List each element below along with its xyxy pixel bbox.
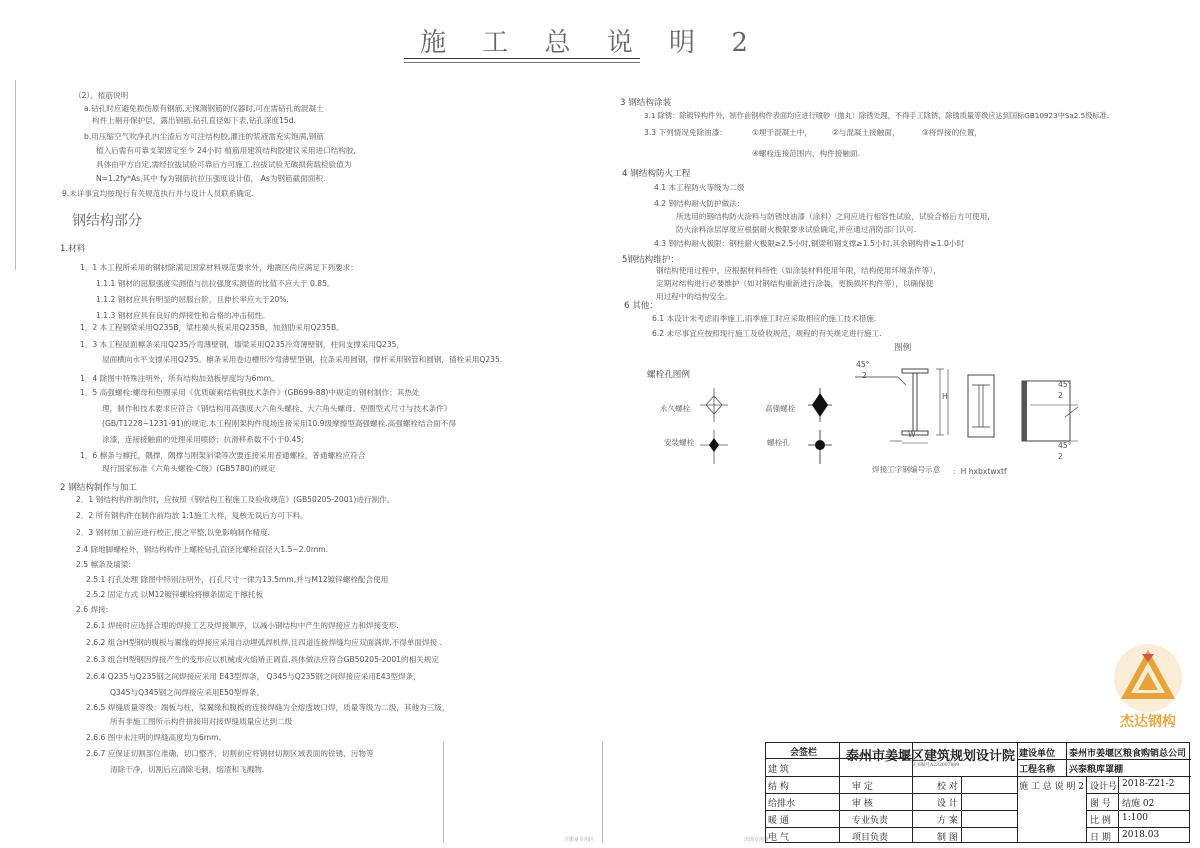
legend-title: 图例 [894,343,912,353]
note-line: （2）、植筋说明 [74,91,129,100]
angle-label: 45° [856,360,870,369]
note-line: 2.6.7 应保证切割部位准确，切口整齐，切割前应将钢材切割区域表面的铁锈、污物等 [86,749,374,758]
section-heading: 2 钢结构制作与加工 [60,483,137,493]
note-line: 2.6.1 焊接时应选择合理的焊接工艺及焊接顺序，以减小钢结构中产生的焊接应力和焊接变形. [86,621,399,630]
svg-text:杰达钢构: 杰达钢构 [1120,714,1176,730]
weld-size-label: 2 [1058,452,1063,461]
bolt-legend-title: 螺栓孔图例 [647,370,690,380]
countersign-title: 会签栏 [790,748,818,758]
note-line: 2.5 檩条及墙梁: [76,560,132,569]
dim-label-w: W [908,430,916,439]
note-line: 所有非施工图所示构件拼接用对接焊缝质量应达到二级 [110,717,293,726]
bolt-label: 永久螺栓 [660,404,691,413]
note-line: 2.4 除地脚螺栓外，钢结构构件上螺栓钻孔直径比螺栓直径大1.5~2.0mm. [76,545,329,554]
section-heading: 4 钢结构防火工程 [622,169,691,179]
note-line: 3.3 下列情况免除油漆： [644,128,727,137]
note-line: 所选用的钢结构防火涂料与防锈蚀油漆（涂料）之间应进行相容性试验，试验合格后方可使用, [676,212,990,221]
note-line: a.钻孔时应避免损伤原有钢筋,无探测钢筋的仪器时,可在需钻孔的混凝土 [84,104,324,113]
note-line: 3.1 除锈：除镀锌构件外，制作前钢构件表面均应进行喷砂（抛丸）除锈处理，不得手工除锈，除锈质量等级应达到国标GB10923中Sa2.5级标准. [644,111,1110,120]
role-label: 项目负责 [852,833,889,843]
weld-caption: 焊接工字钢编号示意 [872,465,941,474]
section-heading: 5钢结构维护： [622,255,680,265]
note-line: 2.5.2 固定方式 以M12镀锌螺栓将檩条固定于檩托板 [86,590,264,599]
note-line: 2．2 所有钢构件在制作前均放 1:1施工大样，复核无误后方可下料。 [76,511,308,520]
company-logo [1108,638,1188,734]
project-label: 工程名称 [1019,765,1056,775]
note-line: 防火涂料涂层厚度应根据耐火极限要求试验确定,并应通过消防部门认可. [676,225,917,234]
scale-value: 1:100 [1122,813,1148,823]
bolt-label: 高强螺栓 [765,404,796,413]
page-title: 施 工 总 说 明 2 [420,28,762,58]
dim-label-h: H [942,392,948,401]
erection-bolt-icon [700,430,728,464]
angle-label: 45° [1058,380,1072,389]
note-line: 2.5.1 打孔处理 除图中特别注明外，打孔尺寸一律为13.5mm,并与M12镀锌螺栓配合使用 [86,575,389,584]
note-line: ④螺栓连接范围内，构件接触面. [752,149,860,158]
note-line: (GB/T1228~1231-91)的规定.本工程刚架构件现场连接采用10.9级摩擦型高强螺栓.高强螺栓结合面不得 [102,419,456,428]
note-line: 6.2 未尽事宜应按照现行施工及验收规范，规程的有关规定进行施工. [652,329,882,338]
note-line: 植入后需有可靠支架固定至少 24小时 植筋用建筑结构胶建议采用进口结构胶, [96,146,356,155]
angle-label: 45° [1058,441,1072,450]
weld-note: ：H hxbxtwxtf [953,467,1007,476]
note-line: 1．3 本工程屋面檩条采用Q235冷弯薄壁钢，墙梁采用Q235冷弯薄壁钢，柱间支撑采用Q235， [80,340,405,349]
section-heading: 3 钢结构涂装 [620,98,672,108]
note-line: 用过程中的结构安全。 [656,292,732,301]
figure-no-label: 图 号 [1090,799,1111,809]
note-line: 2.6.6 图中未注明的焊缝高度均为6mm。 [86,733,227,742]
role-label: 专业负责 [852,816,889,826]
scale-label: 比 例 [1090,816,1111,826]
note-line: 1．6 檩条与檩托，隅撑，隅撑与刚架斜梁等次要连接采用普通螺栓，普通螺栓应符合 [80,451,366,460]
role-label: 审 核 [852,799,873,809]
drawing-title: 施 工 总 说 明 2 [1019,782,1085,792]
client-name: 泰州市姜堰区粮食购销总公司 [1069,749,1187,759]
discipline-label: 电 气 [768,833,789,843]
bolt-label: 安装螺栓 [664,438,695,447]
note-line: 2.6.5 焊缝质量等级：端板与柱，梁翼缘和腹板的连接焊缝为全熔透坡口焊，质量等级为二级，其他为三级， [86,703,450,712]
note-line: 1.1.2 钢材应具有明显的屈服台阶，且伸长率应大于20%. [96,295,289,304]
note-line: 4.3 钢结构耐火极限：钢柱耐火极限≥2.5小时,钢梁和钢支撑≥1.5小时,其余钢构件≥1.0小时 [654,239,965,248]
note-line: ③将焊接的位置， [922,128,982,137]
note-line: 2.6.3 组合H型钢因焊接产生的变形应以机械或火焰矫正调直,具体做法应符合GB50205-2001的相关规定 [86,655,439,664]
frame-line [602,742,603,843]
note-line: 具体由甲方自定,需经拉拔试验可靠后方可施工.拉拔试验无破损荷载检验值为 [96,160,352,169]
title-underline [404,58,640,59]
note-line: 钢结构使用过程中，应根据材料特性（如涂装材料使用年限，结构使用环境条件等）， [656,266,941,275]
project-name: 兴泰粮库罩棚 [1069,765,1124,775]
note-line: 9.未详事宜均按现行有关规范执行并与设计人员联系确定. [62,189,254,198]
note-line: 1．5 高强螺栓:螺母和垫圈采用《优质碳素结构钢技术条件》(GB699-88)中规定的钢材制作；其热处 [80,388,420,397]
bolt-hole-icon [808,430,832,464]
note-line: 2．3 钢材加工前应进行校正,使之平整,以免影响制作精度. [76,528,270,537]
title-underline-thin [404,62,640,63]
note-line: Q345与Q345钢之间焊接应采用E50型焊条。 [110,688,265,697]
note-line: 1．1 本工程所采用的钢材除满足国家材料规范要求外，地震区尚应满足下列要求： [80,263,358,272]
discipline-label: 结 构 [768,782,789,792]
bolt-symbols [690,380,850,470]
note-line: b.用压缩空气吹净孔内尘渣后方可注结构胶,灌注的浆液需充实饱满,钢筋 [84,132,324,141]
note-line: 定期对结构进行必要维护（如对钢结构重新进行涂装，更换损坏构件等），以确保使 [656,279,934,288]
note-line: 2.6.2 组合H型钢的腹板与翼缘的焊接应采用自动埋弧焊机焊,且四道连接焊缝均应双面满焊,不得单面焊接 . [86,638,443,647]
note-line: 4.2 钢结构耐火防护做法： [654,199,745,208]
weld-size-label: 2 [1058,391,1063,400]
discipline-label: 暖 通 [768,816,789,826]
note-line: ②与混凝土接触面， [832,128,900,137]
note-line: 理，制作和技术要求应符合《钢结构用高强度大六角头螺栓、大六角头螺母、垫圈型式尺寸与技术条件》 [102,404,452,413]
discipline-label: 建 筑 [768,765,789,775]
section-heading: 1.材料 [60,244,86,254]
stamp-label: 注册章专用区 [564,837,595,843]
note-line: N=1.2fy*As,其中 fy为钢筋抗拉压强度设计值， As为钢筋截面面积. [96,174,326,183]
note-line: 清除干净，切割后应清除毛刺，熔渣和飞溅物. [110,765,265,774]
note-line: 1．4 除图中特殊注明外，所有结构加劲板厚度均为6mm。 [80,374,279,383]
note-line: 6.1 本设计未考虑雨季施工,雨季施工时应采取相应的施工技术措施. [652,314,877,323]
permanent-bolt-icon [700,388,728,422]
stamp-label: 出图专用章 [744,837,770,843]
note-line: 2.6.4 Q235与Q235钢之间焊接应采用 E43型焊条， Q345与Q235钢之间焊接应采用E43型焊条， [86,672,421,681]
section-heading: 6 其他： [624,301,658,311]
discipline-label: 给排水 [768,799,796,809]
role-label: 方 案 [937,816,958,826]
note-line: 4.1 本工程防火等级为二级 [654,183,745,192]
weld-size-label: 2 [862,371,867,380]
note-line: 构件上剔开保护层，露出钢筋.钻孔直径如下表,钻孔深度15d. [92,116,296,125]
note-line: 现行国家标准《六角头螺栓-C级》(GB5780)的规定 [102,464,276,473]
frame-line [15,80,16,270]
date-label: 日 期 [1090,833,1111,843]
design-no-label: 设计号 [1090,782,1118,792]
role-label: 制 图 [937,833,958,843]
note-line: 1．2 本工程钢梁采用Q235B，梁柱端头板采用Q235B，加劲肋采用Q235B。 [80,323,344,332]
institute-name: 泰州市姜堰区建筑规划设计院 [846,749,1016,764]
high-strength-bolt-icon [808,388,832,422]
bolt-label: 螺栓孔 [767,438,790,447]
design-no: 2018-Z21-2 [1122,779,1175,789]
note-line: 1.1.1 钢材的屈服强度实测值与抗拉强度实测值的比值不应大于 0.85。 [96,279,335,288]
note-line: 1.1.3 钢材应具有良好的焊接性和合格的冲击韧性。 [96,311,270,320]
client-label: 建设单位 [1019,749,1056,759]
figure-no: 结施 02 [1122,799,1155,809]
note-line: ①埋于混凝土中， [752,128,812,137]
section-heading: 钢结构部分 [72,213,142,229]
cert-number: 证书编号A232007889 [912,763,960,768]
note-line: 屋面横向水平支撑采用Q235。檩条采用卷边槽形冷弯薄壁型钢，拉条采用圆钢，撑杆采用钢管和圆钢，锚栓采用Q235. [102,355,503,364]
weld-section-drawing [850,355,1080,465]
note-line: 涂漆，连接接触面的处理采用喷砂；抗滑移系数不小于0.45; [102,435,304,444]
role-label: 设 计 [937,799,958,809]
note-line: 2．1 钢结构构件制作时，应按照《钢结构工程施工及验收规范》(GB50205-2001)进行制作。 [76,495,395,504]
note-line: 2.6 焊接: [76,605,109,614]
role-label: 审 定 [852,782,873,792]
frame-line [443,742,444,843]
date-value: 2018.03 [1122,830,1160,840]
role-label: 校 对 [937,782,958,792]
